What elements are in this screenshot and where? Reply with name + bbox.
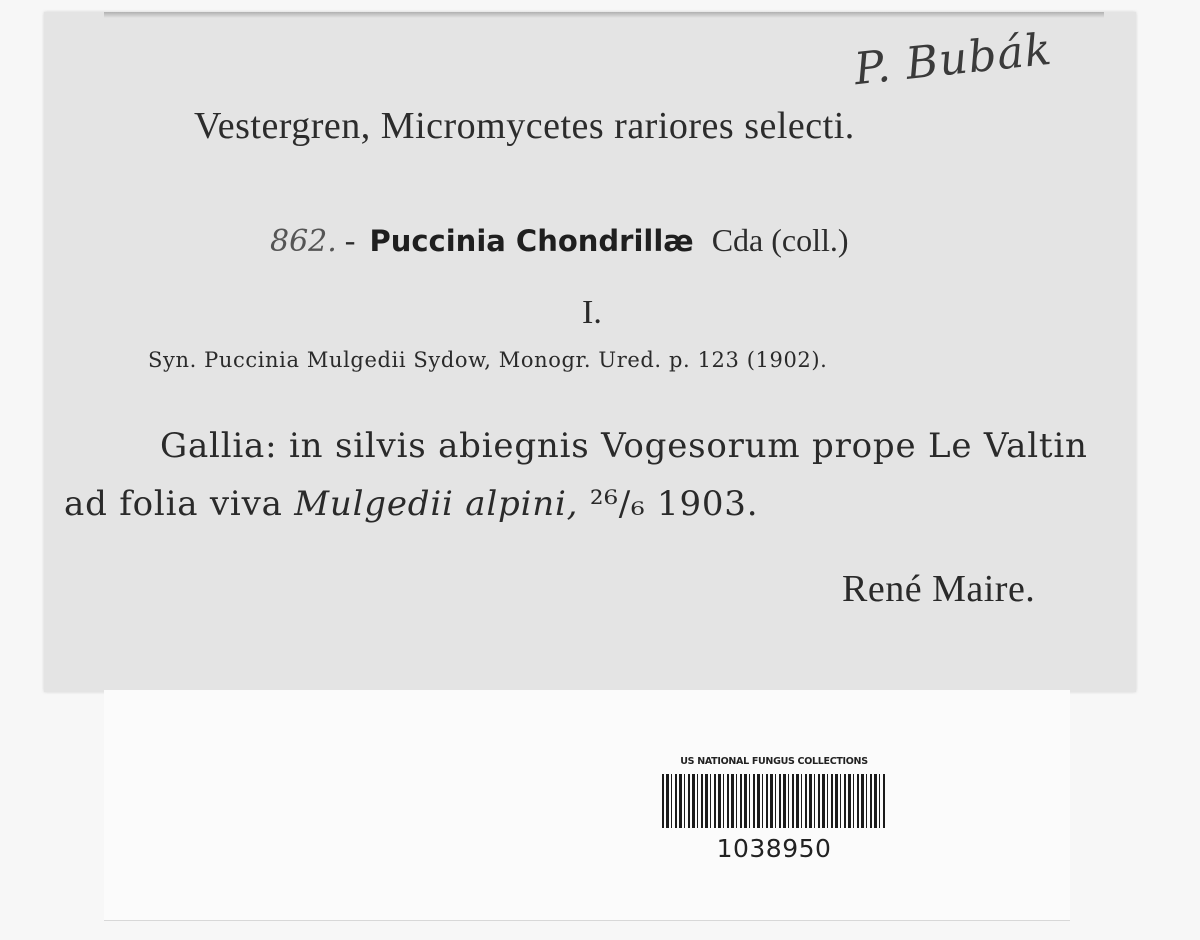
barcode-number: 1038950 [716,834,832,863]
series-title: Vestergren, Micromycetes rariores selecti. [194,105,855,147]
species-line [270,222,849,259]
locality-line-2 [64,475,1128,533]
locality-text [64,417,1128,533]
collector-name: René Maire. [842,568,1036,610]
host-plant: Mulgedii alpini, [294,484,579,524]
label-top-edge [104,12,1104,18]
barcode-sticker [656,756,892,866]
collection-date: ²⁶/₆ 1903. [589,484,759,524]
specimen-number: 862. [270,224,337,259]
species-author: Cda (coll.) [711,222,849,258]
synonym-line: Syn. Puccinia Mulgedii Sydow, Monogr. Ured. p. 123 (1902). [148,348,828,372]
barcode-sheet [104,690,1070,921]
species-name: Puccinia Chondrillæ [369,224,694,258]
species-separator: - [344,222,356,258]
barcode-icon [662,774,886,828]
spore-stage: I. [582,294,602,331]
handwritten-annotation: P. Bubák [851,23,1055,96]
locality-prefix: ad folia viva [64,484,283,524]
specimen-label [44,12,1136,692]
barcode-header: US NATIONAL FUNGUS COLLECTIONS [680,756,868,767]
locality-line-1: Gallia: in silvis abiegnis Vogesorum prope Le Valtin [160,426,1088,466]
